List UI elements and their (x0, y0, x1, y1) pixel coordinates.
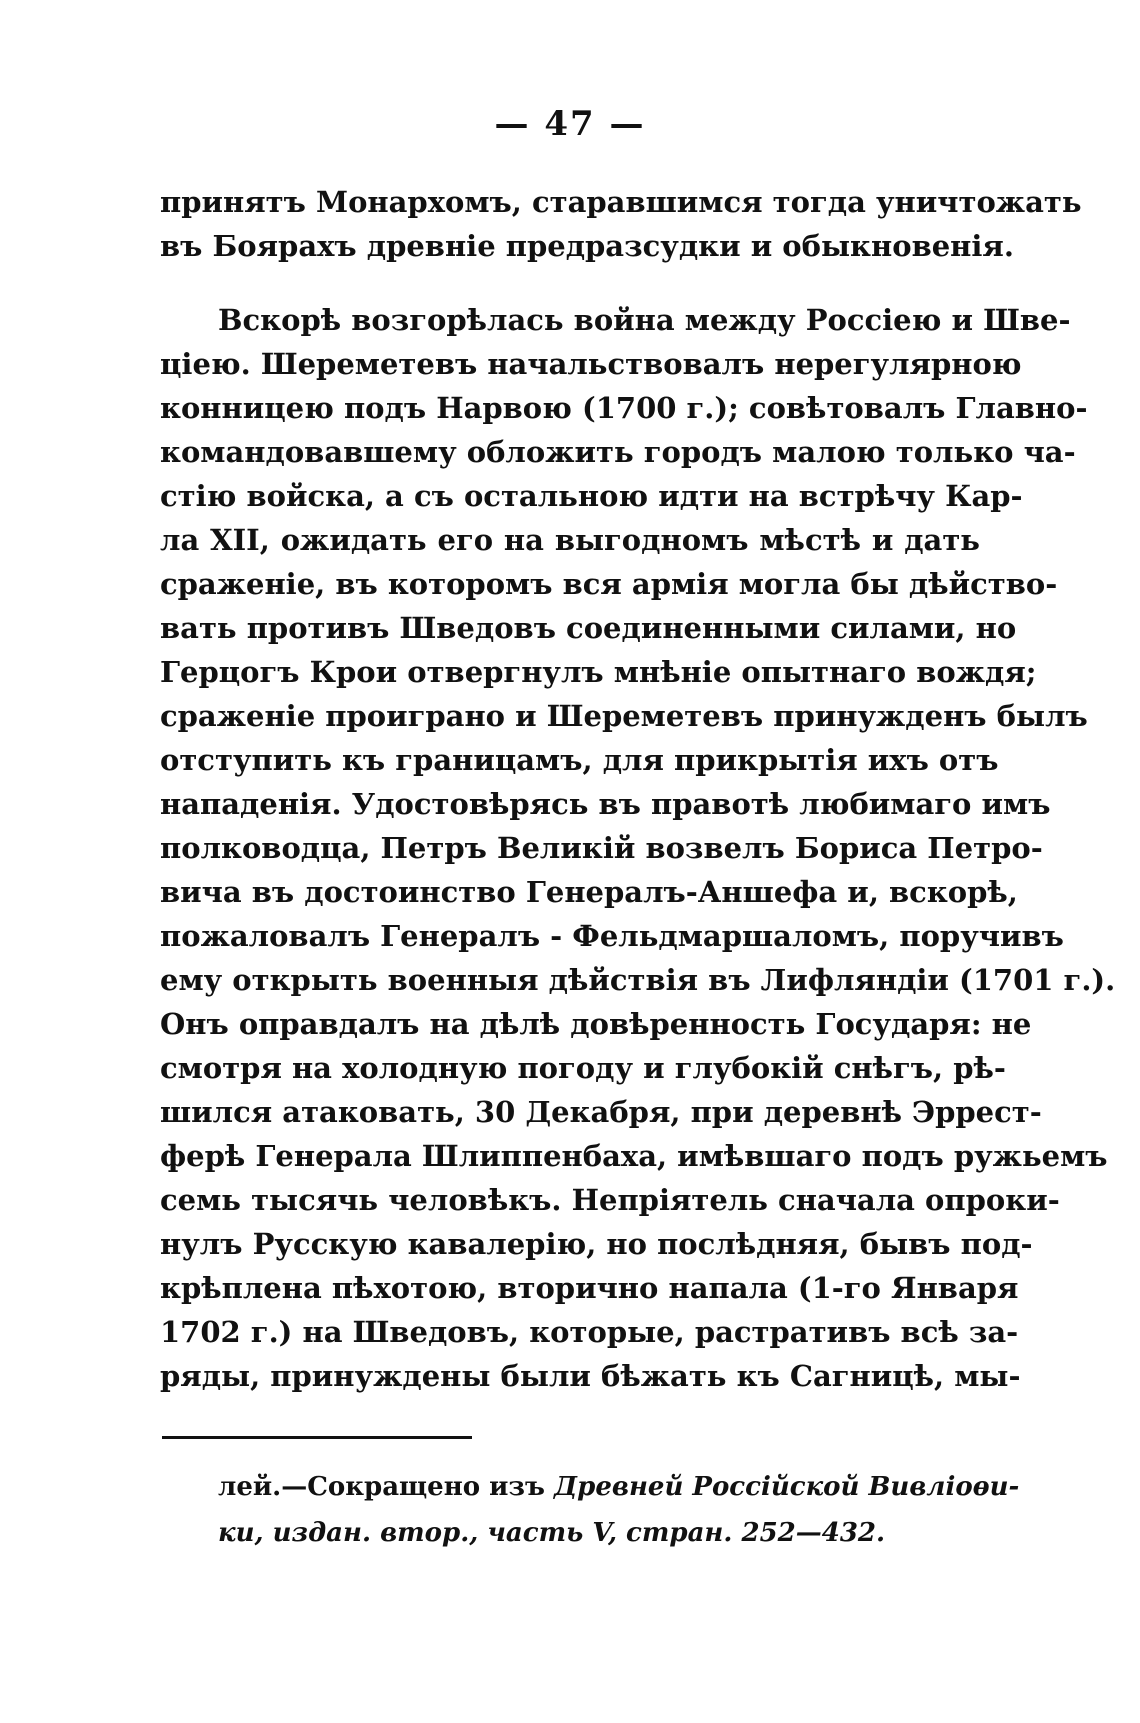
text-line: ціею. Шереметевъ начальствовалъ нерегулярною (160, 347, 1022, 381)
text-line: Онъ оправдалъ на дѣлѣ довѣренность Государя: не (160, 1007, 1032, 1041)
text-line: командовавшему обложить городъ малою только ча- (160, 435, 1076, 469)
paragraph-continuation (160, 180, 1082, 268)
text-line: нулъ Русскую кавалерію, но послѣдняя, бывъ под- (160, 1227, 1033, 1261)
text-line: вать противъ Шведовъ соединенными силами, но (160, 611, 1017, 645)
text-line: нападенія. Удостовѣрясь въ правотѣ любимаго имъ (160, 787, 1051, 821)
text-line: въ Боярахъ древніе предразсудки и обыкновенія. (160, 229, 1014, 263)
text-line: отступить къ границамъ, для прикрытія ихъ отъ (160, 743, 999, 777)
text-line: ряды, принуждены были бѣжать къ Сагницѣ, мы- (160, 1359, 1021, 1393)
text-line: пожаловалъ Генералъ - Фельдмаршаломъ, поручивъ (160, 919, 1064, 953)
text-line: семь тысячь человѣкъ. Непріятель сначала опроки- (160, 1183, 1060, 1217)
text-line: ла XII, ожидать его на выгодномъ мѣстѣ и дать (160, 523, 980, 557)
text-line: конницею подъ Нарвою (1700 г.); совѣтовалъ Главно- (160, 391, 1088, 425)
footnote-separator (162, 1436, 472, 1439)
footnote-text: лей.—Сокращено изъ (218, 1472, 555, 1502)
paragraph-main (160, 298, 1116, 1398)
text-line: Вскорѣ возгорѣлась война между Россіею и Шве- (218, 303, 1071, 337)
text-line: сраженіе проиграно и Шереметевъ принужденъ былъ (160, 699, 1088, 733)
page-number: — 47 — (494, 104, 646, 144)
text-line: вича въ достоинство Генералъ-Аншефа и, вскорѣ, (160, 875, 1018, 909)
text-line: стію войска, а съ остальною идти на встрѣчу Кар- (160, 479, 1023, 513)
text-line: принятъ Монархомъ, старавшимся тогда уничтожать (160, 185, 1082, 219)
text-line: полководца, Петръ Великій возвелъ Бориса Петро- (160, 831, 1043, 865)
footnote (218, 1464, 1020, 1556)
text-line: сраженіе, въ которомъ вся армія могла бы дѣйство- (160, 567, 1058, 601)
footnote-source-details: ки, издан. втор., часть V, стран. 252—432. (218, 1518, 886, 1548)
footnote-line (218, 1464, 1020, 1510)
text-line: крѣплена пѣхотою, вторично напала (1-го Января (160, 1271, 1019, 1305)
text-line: смотря на холодную погоду и глубокій снѣгъ, рѣ- (160, 1051, 1006, 1085)
text-line: ферѣ Генерала Шлиппенбаха, имѣвшаго подъ ружьемъ (160, 1139, 1108, 1173)
text-line: ему открыть военныя дѣйствія въ Лифляндіи (1701 г.). (160, 963, 1116, 997)
text-line: 1702 г.) на Шведовъ, которые, растративъ всѣ за- (160, 1315, 1019, 1349)
footnote-line (218, 1510, 980, 1556)
text-line: Герцогъ Крои отвергнулъ мнѣніе опытнаго вождя; (160, 655, 1037, 689)
footnote-source-title: Древней Россійской Вивліоѳи- (554, 1472, 1020, 1502)
text-line: шился атаковать, 30 Декабря, при деревнѣ Эррест- (160, 1095, 1042, 1129)
